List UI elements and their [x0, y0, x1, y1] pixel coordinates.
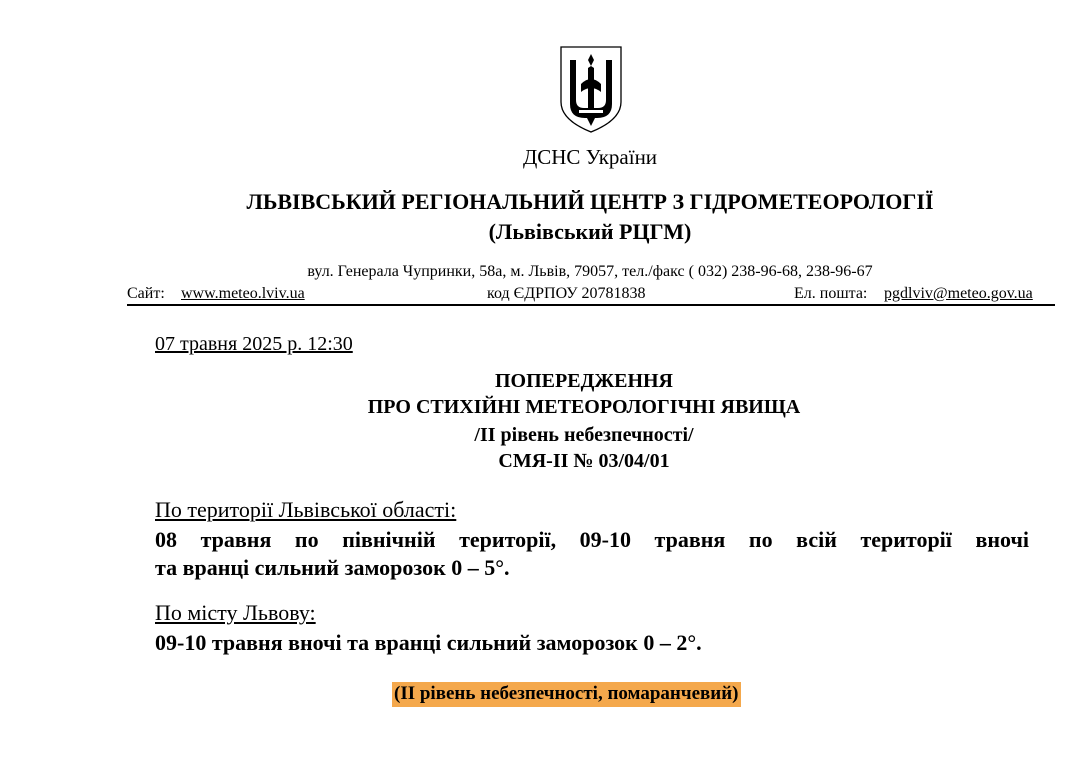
- region-forecast-line-2: та вранці сильний заморозок 0 – 5°.: [155, 555, 510, 580]
- region-forecast: [155, 526, 1029, 582]
- email-link[interactable]: pgdlviv@meteo.gov.ua: [884, 285, 1033, 302]
- email-label: Ел. пошта:: [794, 285, 868, 302]
- address-line: вул. Генерала Чупринки, 58а, м. Львів, 79057, тел./факс ( 032) 238-96-68, 238-96-67: [307, 263, 873, 280]
- center-abbreviation: (Львівський РЦГМ): [488, 219, 692, 244]
- title-line-2: ПРО СТИХІЙНІ МЕТЕОРОЛОГІЧНІ ЯВИЩА: [367, 396, 801, 418]
- agency-name: ДСНС України: [522, 145, 658, 169]
- danger-level-note: (ІІ рівень небезпечності, помаранчевий): [392, 682, 741, 707]
- contacts-line: [127, 285, 1055, 306]
- site-label: Сайт:: [127, 285, 165, 302]
- center-name: ЛЬВІВСЬКИЙ РЕГІОНАЛЬНИЙ ЦЕНТР З ГІДРОМЕТЕОРОЛОГІЇ: [246, 189, 934, 214]
- title-line-3: /ІІ рівень небезпечності/: [474, 424, 694, 446]
- site-link[interactable]: www.meteo.lviv.ua: [181, 285, 305, 302]
- region-heading: По території Львівської області:: [155, 497, 457, 522]
- issue-date: 07 травня 2025 р. 12:30: [155, 333, 353, 355]
- title-line-4: СМЯ-ІІ № 03/04/01: [498, 450, 670, 472]
- header-divider: [127, 304, 1055, 306]
- region-forecast-line-1: 08 травня по північній території, 09-10 травня по всій території вночі: [155, 527, 1029, 552]
- edrpou-code: код ЄДРПОУ 20781838: [487, 285, 646, 302]
- city-forecast: 09-10 травня вночі та вранці сильний заморозок 0 – 2°.: [155, 630, 702, 655]
- title-line-1: ПОПЕРЕДЖЕННЯ: [495, 370, 673, 392]
- city-heading: По місту Львову:: [155, 600, 316, 625]
- coat-of-arms-icon: [557, 44, 625, 134]
